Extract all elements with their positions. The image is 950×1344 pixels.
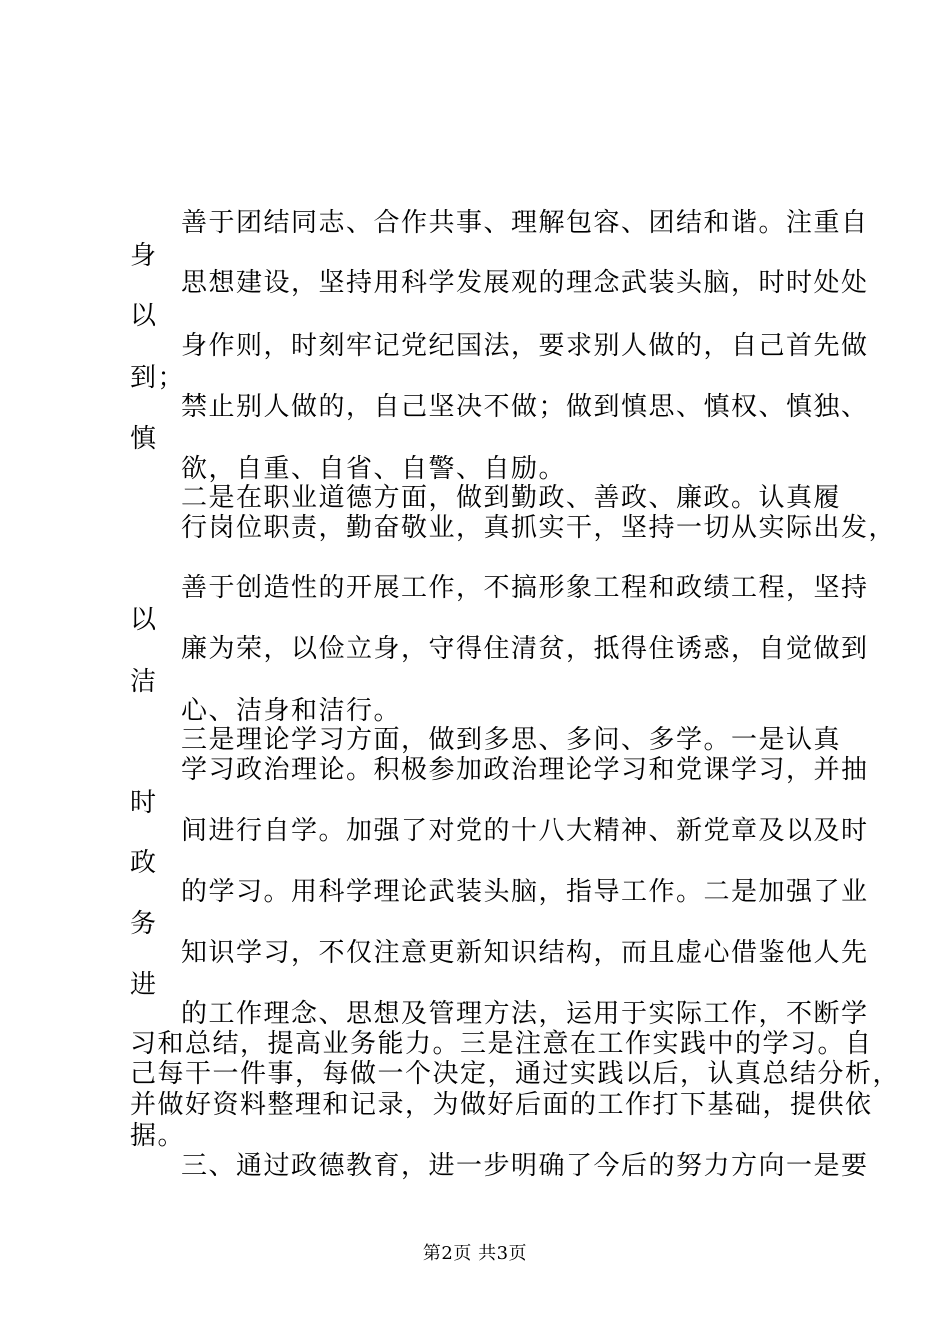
body-line: 善于团结同志、合作共事、理解包容、团结和谐。注重自 (181, 208, 869, 238)
body-line: 行岗位职责，勤奋敬业，真抓实干，坚持一切从实际出发， (181, 513, 897, 543)
body-line: 身作则，时刻牢记党纪国法，要求别人做的，自己首先做 (181, 331, 869, 361)
body-line: 三、通过政德教育，进一步明确了今后的努力方向一是要 (181, 1151, 869, 1181)
body-line: 习和总结，提高业务能力。三是注意在工作实践中的学习。自 (130, 1029, 873, 1059)
body-line: 以 (130, 301, 158, 331)
body-line: 学习政治理论。积极参加政治理论学习和党课学习，并抽 (181, 755, 869, 785)
body-line: 洁 (130, 667, 158, 697)
body-line: 善于创造性的开展工作，不搞形象工程和政绩工程，坚持 (181, 573, 869, 603)
body-line: 并做好资料整理和记录，为做好后面的工作打下基础，提供依 (130, 1090, 873, 1120)
body-line: 廉为荣，以俭立身，守得住清贫，抵得住诱惑，自觉做到 (181, 634, 869, 664)
body-line: 知识学习，不仅注意更新知识结构，而且虚心借鉴他人先 (181, 938, 869, 968)
body-line: 慎 (130, 424, 158, 454)
body-line: 欲，自重、自省、自警、自励。 (181, 454, 567, 484)
body-line: 己每干一件事，每做一个决定，通过实践以后，认真总结分析， (130, 1059, 901, 1089)
body-line: 的学习。用科学理论武装头脑，指导工作。二是加强了业 (181, 877, 869, 907)
body-line: 间进行自学。加强了对党的十八大精神、新党章及以及时 (181, 816, 869, 846)
body-line: 政 (130, 848, 158, 878)
page-footer: 第2页 共3页 (422, 1243, 528, 1264)
body-line: 二是在职业道德方面，做到勤政、善政、廉政。认真履 (181, 483, 842, 513)
body-line: 思想建设，坚持用科学发展观的理念武装头脑，时时处处 (181, 268, 869, 298)
body-line: 进 (130, 970, 158, 1000)
body-line: 的工作理念、思想及管理方法，运用于实际工作，不断学 (181, 999, 869, 1029)
body-line: 心、洁身和洁行。 (181, 696, 402, 726)
body-line: 身 (130, 241, 158, 271)
body-line: 据。 (130, 1121, 186, 1151)
body-line: 到； (130, 363, 186, 393)
body-line: 务 (130, 909, 158, 939)
body-line: 三是理论学习方面，做到多思、多问、多学。一是认真 (181, 725, 842, 755)
body-line: 禁止别人做的，自己坚决不做；做到慎思、慎权、慎独、 (181, 392, 869, 422)
body-line: 以 (130, 605, 158, 635)
body-line: 时 (130, 788, 158, 818)
